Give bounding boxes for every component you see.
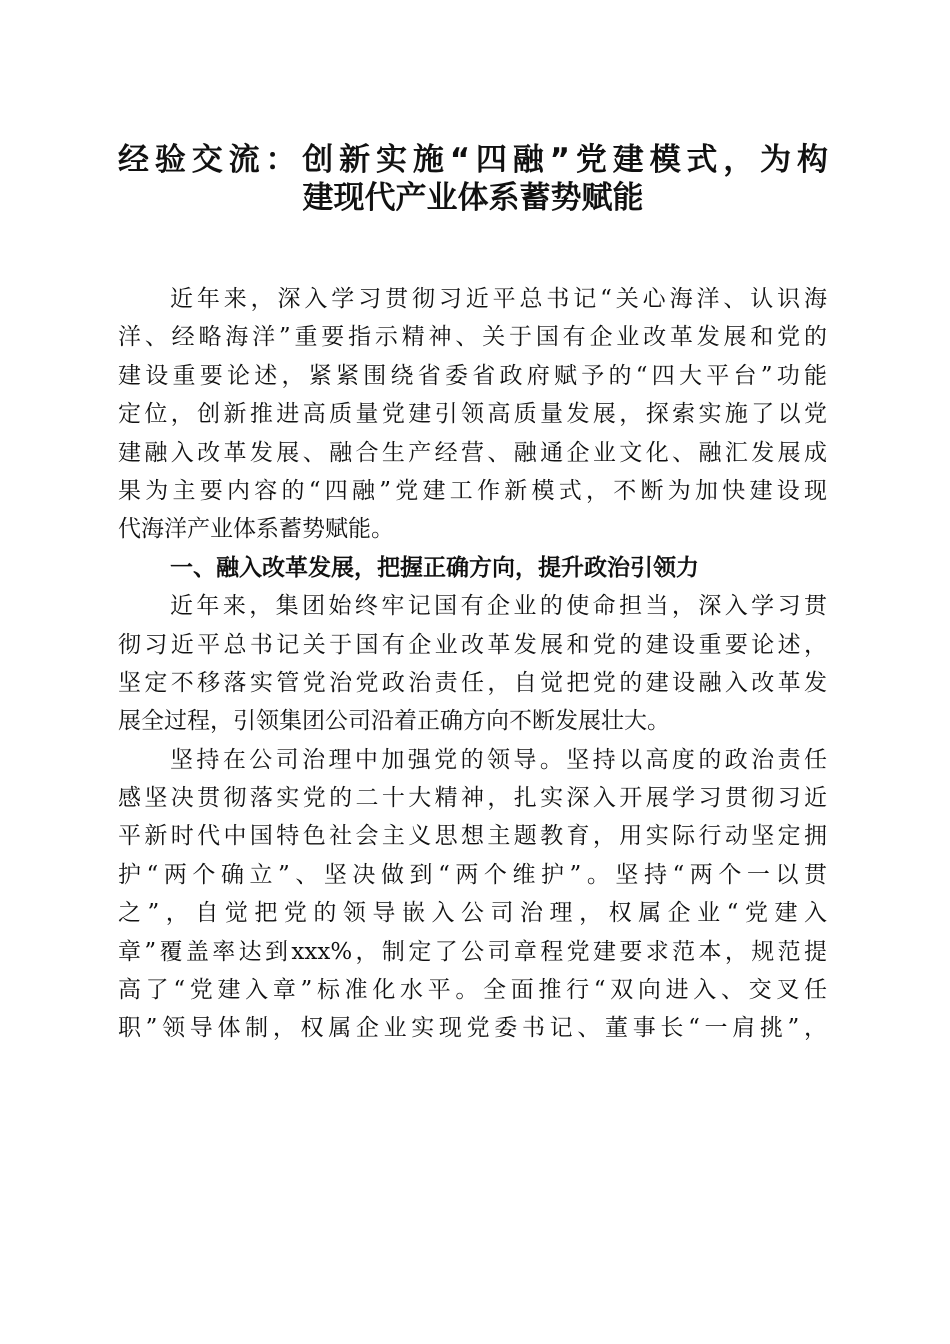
section-heading [118, 549, 827, 587]
text-line: 平新时代中国特色社会主义思想主题教育，用实际行动坚定拥 [118, 823, 827, 850]
text-line: 章”覆盖率达到xxx%，制定了公司章程党建要求范本，规范提 [118, 938, 827, 965]
text-line: 坚定不移落实管党治党政治责任，自觉把党的建设融入改革发 [118, 669, 827, 696]
text-line: 职”领导体制，权属企业实现党委书记、董事长“一肩挑”， [118, 1015, 827, 1042]
text-line: 感坚决贯彻落实党的二十大精神，扎实深入开展学习贯彻习近 [118, 785, 827, 812]
text-line: 果为主要内容的“四融”党建工作新模式，不断为加快建设现 [118, 477, 827, 504]
paragraph [118, 280, 827, 549]
text-line: 代海洋产业体系蓄势赋能。 [118, 516, 394, 543]
text-line: 高了“党建入章”标准化水平。全面推行“双向进入、交叉任 [118, 977, 827, 1004]
text-line: 之”，自觉把党的领导嵌入公司治理，权属企业“党建入 [118, 900, 827, 927]
text-line: 建融入改革发展、融合生产经营、融通企业文化、融汇发展成 [118, 439, 827, 466]
title-line: 建现代产业体系蓄势赋能 [302, 180, 644, 217]
text-line: 近年来，深入学习贯彻习近平总书记“关心海洋、认识海 [170, 286, 827, 312]
document-body [118, 280, 827, 1048]
document-title [118, 136, 828, 217]
text-line: 建设重要论述，紧紧围绕省委省政府赋予的“四大平台”功能 [118, 362, 827, 389]
title-line: 经验交流：创新实施“四融”党建模式，为构 [118, 142, 828, 178]
text-line: 定位，创新推进高质量党建引领高质量发展，探索实施了以党 [118, 401, 827, 428]
text-line: 彻习近平总书记关于国有企业改革发展和党的建设重要论述， [118, 631, 827, 658]
paragraph [118, 741, 827, 1048]
text-line: 护“两个确立”、坚决做到“两个维护”。坚持“两个一以贯 [118, 861, 827, 888]
text-line: 洋、经略海洋”重要指示精神、关于国有企业改革发展和党的 [118, 324, 827, 351]
text-line: 近年来，集团始终牢记国有企业的使命担当，深入学习贯 [170, 593, 827, 620]
text-line: 展全过程，引领集团公司沿着正确方向不断发展壮大。 [118, 708, 670, 735]
paragraph [118, 587, 827, 741]
text-line: 一、融入改革发展，把握正确方向，提升政治引领力 [170, 554, 699, 581]
text-line: 坚持在公司治理中加强党的领导。坚持以高度的政治责任 [170, 746, 827, 773]
